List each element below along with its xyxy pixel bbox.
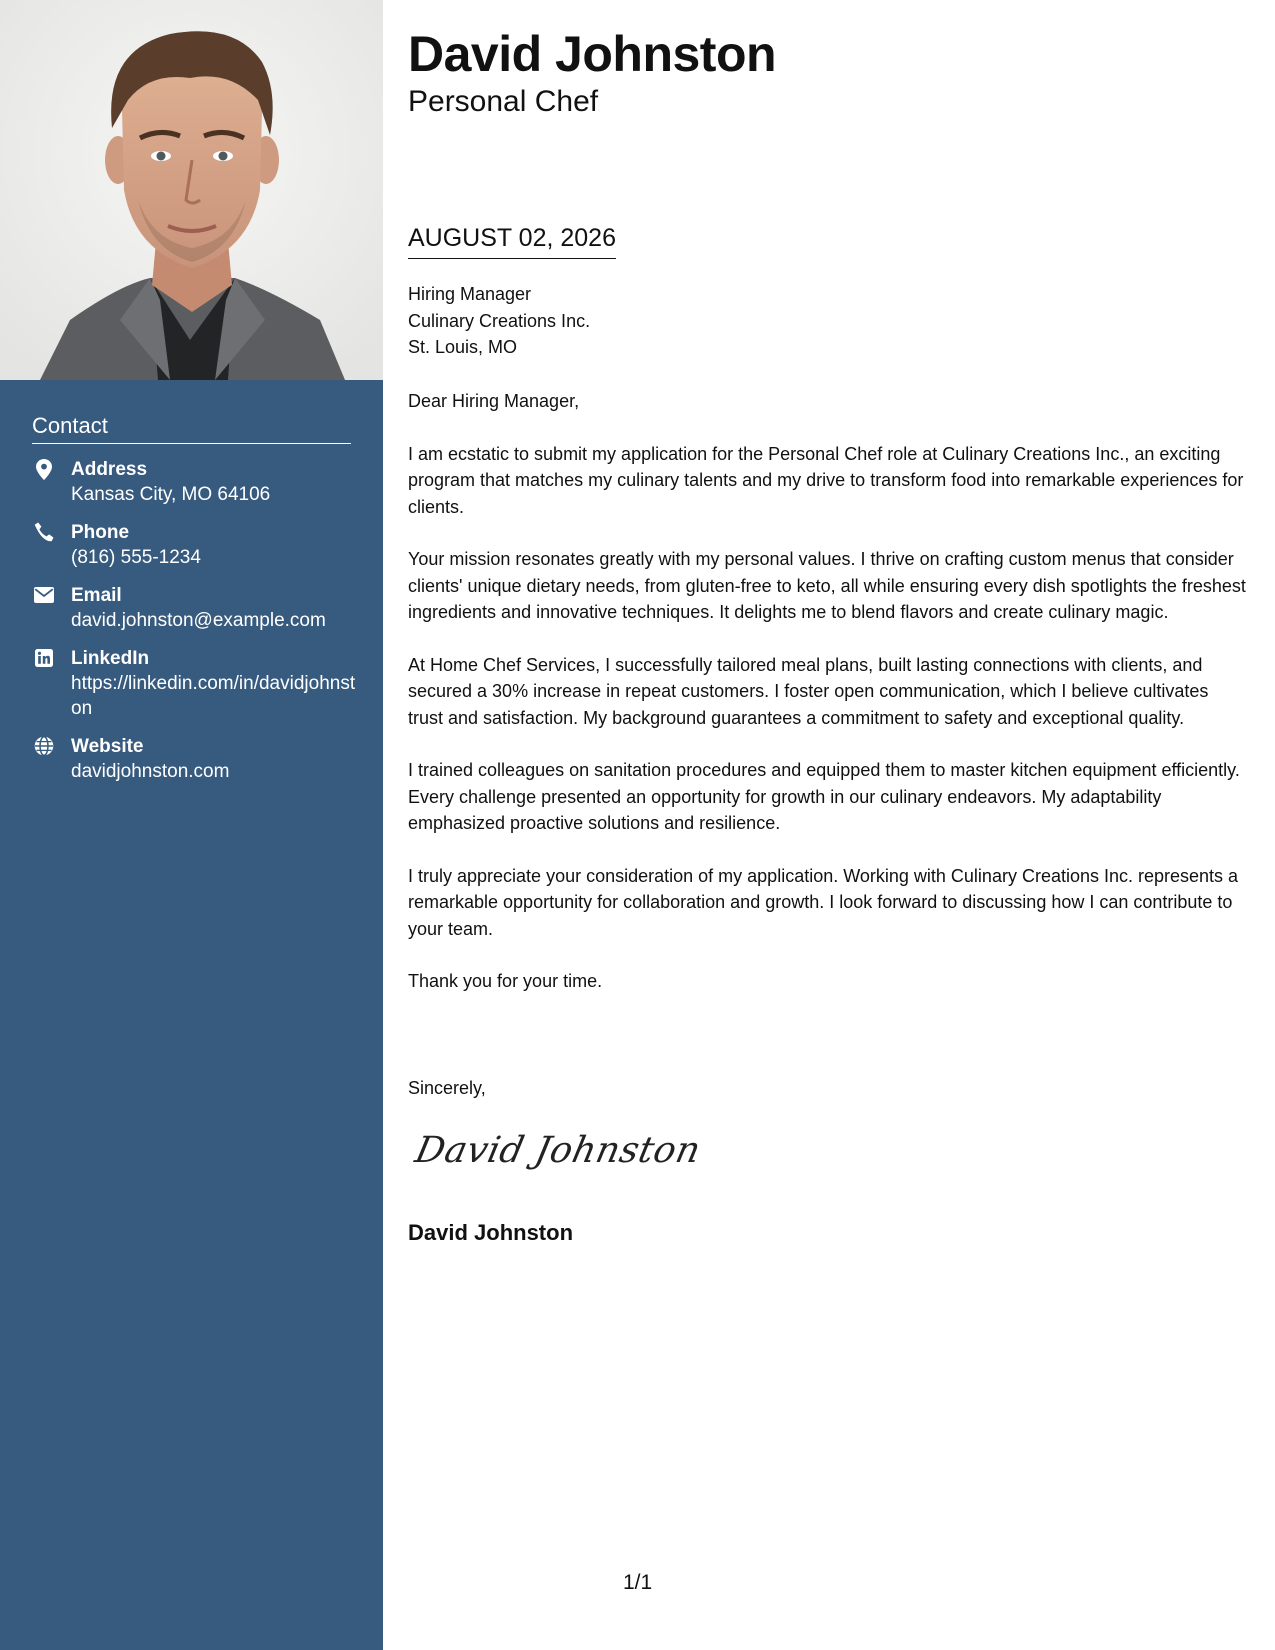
salutation: Dear Hiring Manager, [408, 391, 580, 411]
applicant-name: David Johnston [408, 26, 777, 82]
map-pin-icon [33, 458, 55, 480]
contact-linkedin [32, 646, 357, 734]
envelope-icon [33, 584, 55, 606]
address-value: Kansas City, MO 64106 [71, 484, 271, 505]
globe-icon [33, 735, 55, 757]
contact-heading: Contact [32, 413, 351, 444]
signed-name: David Johnston [408, 1220, 574, 1245]
profile-photo [0, 0, 383, 380]
portrait-photo [0, 0, 383, 380]
phone-icon [33, 521, 55, 543]
contact-address [32, 457, 357, 520]
contact-label: LinkedIn [71, 648, 150, 669]
body-paragraph: Thank you for your time. [408, 971, 603, 991]
contact-website [32, 734, 357, 797]
letter-date: AUGUST 02, 2026 [408, 222, 616, 259]
contact-label: Address [71, 459, 148, 480]
contact-email [32, 583, 357, 646]
body-paragraph: I am ecstatic to submit my application for the Personal Chef role at Culinary Creations Inc., an exciting program that matches my culinary talents and my drive to transform food into remarkable experiences for clients. [408, 443, 1244, 517]
closing: Sincerely, [408, 1078, 486, 1098]
contact-list [32, 457, 357, 797]
recipient-line: Hiring Manager [408, 284, 532, 304]
contact-label: Email [71, 585, 122, 606]
email-value[interactable]: david.johnston@example.com [71, 610, 326, 631]
recipient-line: Culinary Creations Inc. [408, 310, 591, 331]
sidebar [0, 0, 383, 1650]
website-value[interactable]: davidjohnston.com [71, 761, 230, 782]
contact-label: Website [71, 736, 144, 757]
recipient-line: St. Louis, MO [408, 337, 518, 357]
phone-value: (816) 555-1234 [71, 547, 201, 568]
page-number: 1/1 [623, 1571, 653, 1594]
body-paragraph: I truly appreciate your consideration of my application. Working with Culinary Creations Inc. represents a remarkable opportunity for collaboration and growth. I look forward to discussing how I can contribute to your team. [408, 865, 1239, 939]
recipient-block [408, 281, 590, 361]
contact-label: Phone [71, 522, 130, 543]
body-paragraph: At Home Chef Services, I successfully tailored meal plans, built lasting connections with clients, and secured a 30% increase in repeat customers. I foster open communication, which I believe cultivates trust and satisfaction. My background guarantees a commitment to safety and exceptional quality. [408, 654, 1209, 728]
handwritten-signature: David Johnston [411, 1130, 705, 1171]
contact-phone [32, 520, 357, 583]
letter-body [408, 388, 1248, 1021]
job-title: Personal Chef [408, 85, 599, 118]
linkedin-icon [33, 647, 55, 669]
body-paragraph: Your mission resonates greatly with my personal values. I thrive on crafting custom menus that consider clients' unique dietary needs, from gluten-free to keto, all while ensuring every dish spotlights the freshest ingredients and innovative techniques. It delights me to blend flavors and create culinary magic. [408, 549, 1246, 622]
body-paragraph: I trained colleagues on sanitation procedures and equipped them to master kitchen equipment efficiently. Every challenge presented an opportunity for growth in our culinary endeavors. My adaptability emphasized proactive solutions and resilience. [408, 760, 1240, 833]
linkedin-value[interactable]: https://linkedin.com/in/davidjohnston [71, 673, 356, 719]
